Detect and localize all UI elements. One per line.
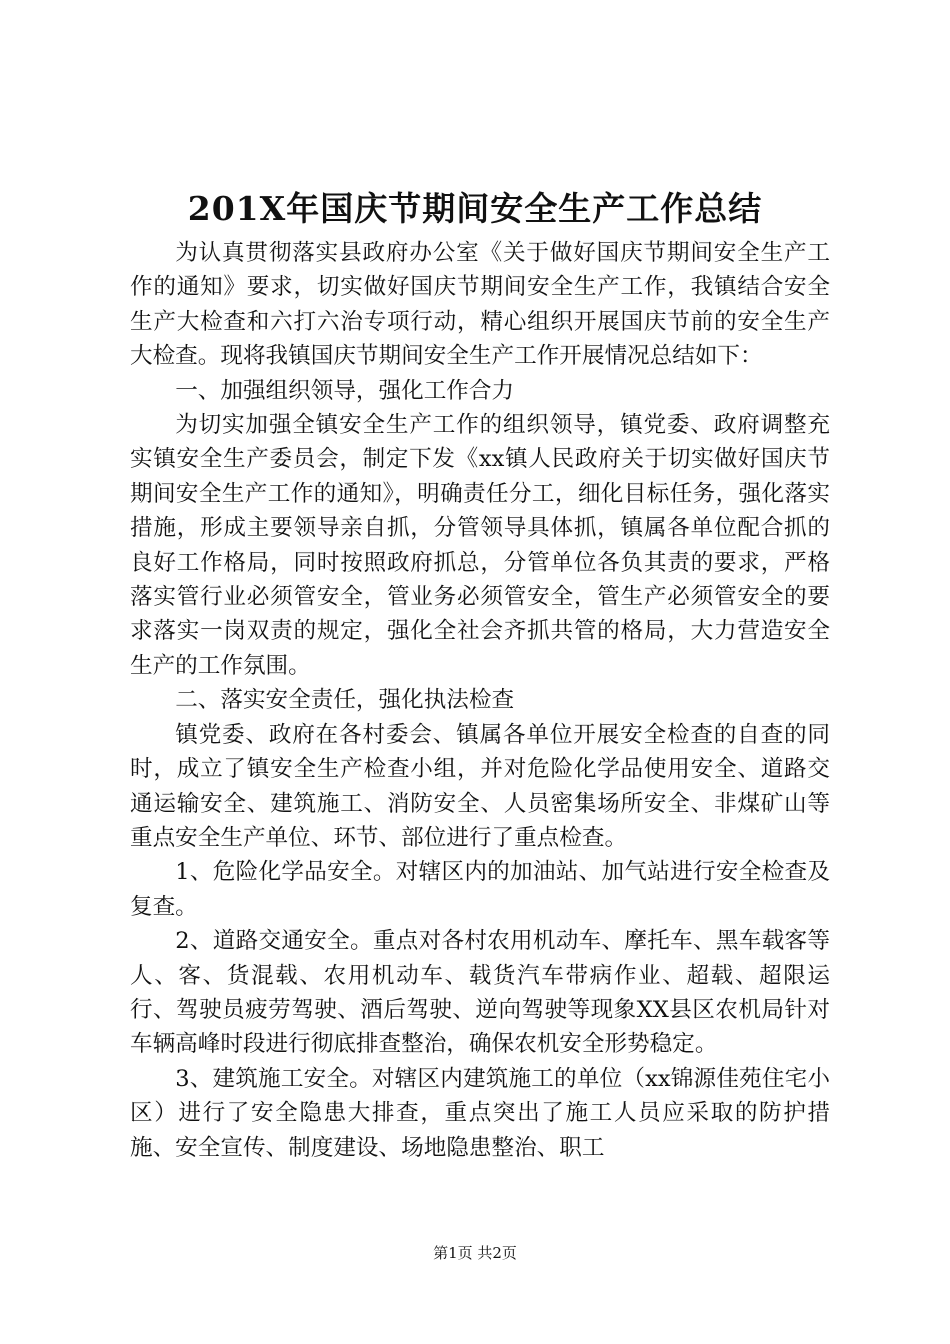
section-heading-1: 一、加强组织领导，强化工作合力 [175, 377, 515, 404]
item-1-paragraph: 1、危险化学品安全。对辖区内的加油站、加气站进行安全检查及复查。 [130, 859, 830, 920]
section-1-paragraph: 为切实加强全镇安全生产工作的组织领导，镇党委、政府调整充实镇安全生产委员会，制定下发《xx镇人民政府关于切实做好国庆节期间安全生产工作的通知》，明确责任分工，细化目标任务，强化落实措施，形成主要领导亲自抓，分管领导具体抓，镇属各单位配合抓的良好工作格局，同时按照政府抓总，分管单位各负其责的要求，严格落实管行业必须管安全，管业务必须管安全，管生产必须管安全的要求落实一岗双责的规定，强化全社会齐抓共管的格局，大力营造安全生产的工作氛围。 [130, 412, 830, 679]
section-heading-2: 二、落实安全责任，强化执法检查 [175, 687, 515, 714]
section-2-paragraph: 镇党委、政府在各村委会、镇属各单位开展安全检查的自查的同时，成立了镇安全生产检查小组，并对危险化学品使用安全、道路交通运输安全、建筑施工、消防安全、人员密集场所安全、非煤矿山等重点安全生产单位、环节、部位进行了重点检查。 [130, 721, 830, 851]
item-2-paragraph: 2、道路交通安全。重点对各村农用机动车、摩托车、黑车载客等人、客、货混载、农用机动车、载货汽车带病作业、超载、超限运行、驾驶员疲劳驾驶、酒后驾驶、逆向驾驶等现象XX县区农机局针对车辆高峰时段进行彻底排查整治，确保农机安全形势稳定。 [130, 928, 830, 1058]
intro-paragraph: 为认真贯彻落实县政府办公室《关于做好国庆节期间安全生产工作的通知》要求，切实做好国庆节期间安全生产工作，我镇结合安全生产大检查和六打六治专项行动，精心组织开展国庆节前的安全生产大检查。现将我镇国庆节期间安全生产工作开展情况总结如下： [130, 240, 830, 370]
page-number-footer: 第1页 共2页 [433, 1244, 517, 1262]
item-3-paragraph: 3、建筑施工安全。对辖区内建筑施工的单位（xx锦源佳苑住宅小区）进行了安全隐患大排查，重点突出了施工人员应采取的防护措施、安全宣传、制度建设、场地隐患整治、职工 [130, 1065, 830, 1161]
document-title: 201X年国庆节期间安全生产工作总结 [187, 189, 763, 228]
document-body [130, 236, 830, 1165]
